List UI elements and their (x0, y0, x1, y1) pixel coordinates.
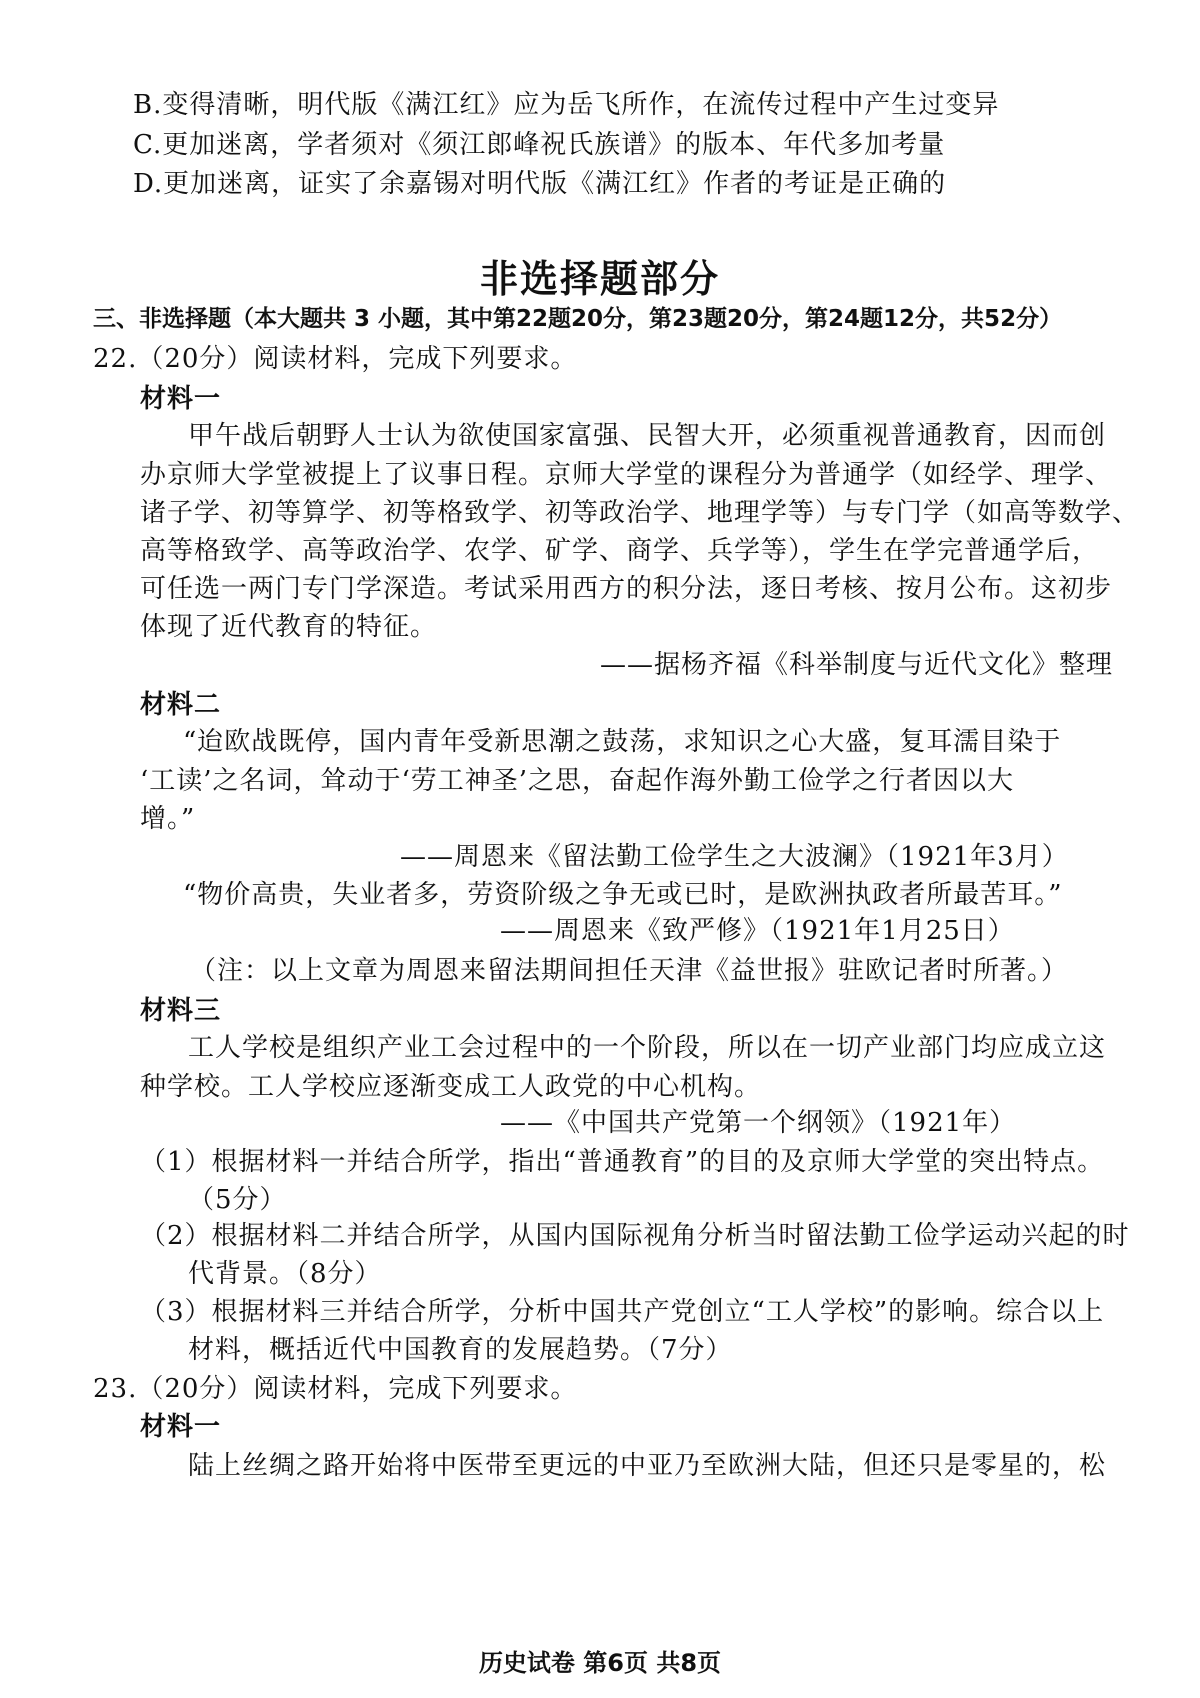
q22-material-1-source: ——据杨齐福《科举制度与近代文化》整理 (600, 650, 1114, 680)
option-d: D.更加迷离，证实了余嘉锡对明代版《满江红》作者的考证是正确的 (133, 169, 947, 199)
q22-material-2-line: “迨欧战既停，国内青年受新思潮之鼓荡，求知识之心大盛，复耳濡目染于 (183, 727, 1062, 757)
q22-material-3-source: ——《中国共产党第一个纲领》（1921年） (500, 1108, 1017, 1138)
q22-material-3-line: 工人学校是组织产业工会过程中的一个阶段，所以在一切产业部门均应成立这 (188, 1033, 1107, 1063)
q23-stem: 23.（20分）阅读材料，完成下列要求。 (93, 1374, 578, 1404)
q22-material-2-label: 材料二 (140, 690, 222, 720)
option-b: B.变得清晰，明代版《满江红》应为岳飞所作，在流传过程中产生过变异 (133, 90, 1000, 120)
q22-subquestion-1: （1）根据材料一并结合所学，指出“普通教育”的目的及京师大学堂的突出特点。 (140, 1147, 1105, 1177)
q23-material-1-line: 陆上丝绸之路开始将中医带至更远的中亚乃至欧洲大陆，但还只是零星的，松 (188, 1451, 1107, 1481)
q22-subquestion-2-cont: 代背景。（8分） (188, 1259, 382, 1289)
q22-material-2-source-1: ——周恩来《留法勤工俭学生之大波澜》（1921年3月） (400, 842, 1069, 872)
q22-material-2-quote-2: “物价高贵，失业者多，劳资阶级之争无或已时，是欧洲执政者所最苦耳。” (183, 880, 1063, 910)
q22-material-2-line: 增。” (140, 804, 196, 834)
q22-subquestion-1-score: （5分） (188, 1185, 287, 1215)
q22-stem: 22.（20分）阅读材料，完成下列要求。 (93, 344, 578, 374)
section-header: 三、非选择题（本大题共 3 小题，其中第22题20分，第23题20分，第24题12分，共52分） (93, 306, 1063, 332)
q22-material-2-line: ‘工读’之名词，耸动于‘劳工神圣’之思，奋起作海外勤工俭学之行者因以大 (140, 766, 1015, 796)
q23-material-1-label: 材料一 (140, 1412, 222, 1442)
option-c: C.更加迷离，学者须对《须江郎峰祝氏族谱》的版本、年代多加考量 (133, 130, 946, 160)
q22-material-2-note: （注：以上文章为周恩来留法期间担任天津《益世报》驻欧记者时所著。） (190, 956, 1069, 986)
q22-material-1-label: 材料一 (140, 384, 222, 414)
q22-material-3-line: 种学校。工人学校应逐渐变成工人政党的中心机构。 (140, 1072, 762, 1102)
q22-material-2-source-2: ——周恩来《致严修》（1921年1月25日） (500, 916, 1015, 946)
q22-material-3-label: 材料三 (140, 996, 222, 1026)
q22-material-1-line: 甲午战后朝野人士认为欲使国家富强、民智大开，必须重视普通教育，因而创 (188, 421, 1107, 451)
q22-material-1-line: 办京师大学堂被提上了议事日程。京师大学堂的课程分为普通学（如经学、理学、 (140, 460, 1113, 490)
q22-material-1-line: 高等格致学、高等政治学、农学、矿学、商学、兵学等），学生在学完普通学后， (140, 536, 1100, 566)
q22-material-1-line: 可任选一两门专门学深造。考试采用西方的积分法，逐日考核、按月公布。这初步 (140, 574, 1113, 604)
q22-material-1-line: 体现了近代教育的特征。 (140, 612, 438, 642)
q22-subquestion-3: （3）根据材料三并结合所学，分析中国共产党创立“工人学校”的影响。综合以上 (140, 1297, 1105, 1327)
page-footer: 历史试卷 第6页 共8页 (478, 1649, 722, 1677)
q22-subquestion-3-cont: 材料，概括近代中国教育的发展趋势。（7分） (188, 1335, 733, 1365)
section-title: 非选择题部分 (479, 257, 720, 301)
q22-subquestion-2: （2）根据材料二并结合所学，从国内国际视角分析当时留法勤工俭学运动兴起的时 (140, 1221, 1130, 1251)
q22-material-1-line: 诸子学、初等算学、初等格致学、初等政治学、地理学等）与专门学（如高等数学、 (140, 498, 1140, 528)
